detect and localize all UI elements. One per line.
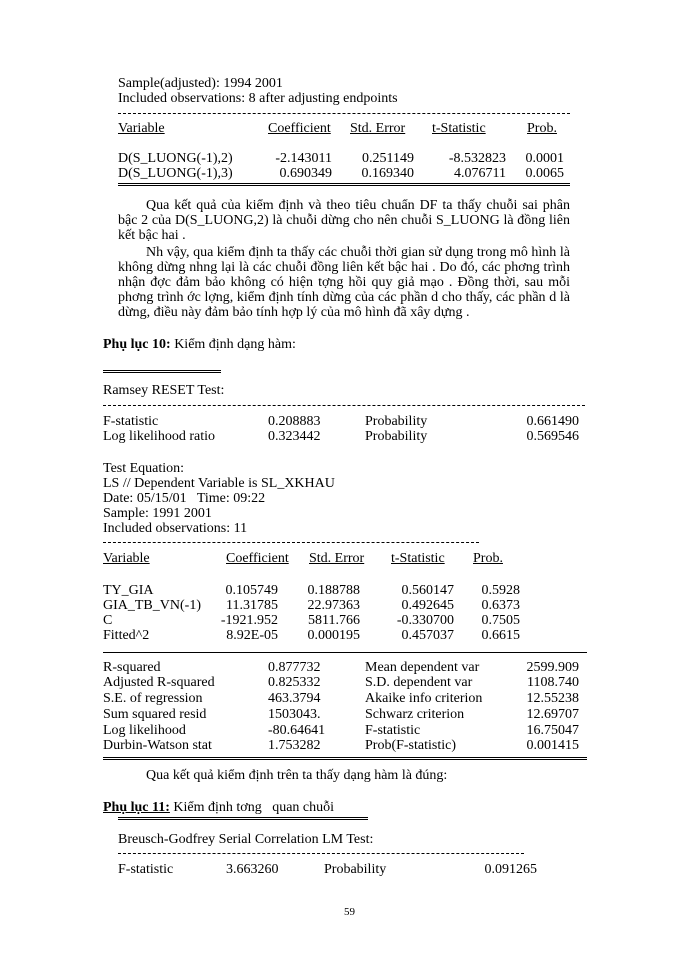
cell-coefficient: 11.31785	[226, 598, 278, 613]
stat-value: 12.69707	[526, 707, 579, 722]
sample-line: Sample(adjusted): 1994 2001	[118, 76, 283, 91]
appendix-11-label: Phụ lục 11:	[103, 800, 170, 815]
stat-value: 0.569546	[526, 429, 579, 444]
cell-std-error: 0.188788	[307, 583, 360, 598]
cell-std-error: 0.000195	[307, 628, 360, 643]
appendix-10-label: Phụ lục 10:	[103, 337, 171, 352]
stat-label: Durbin-Watson stat	[103, 738, 212, 753]
col-coefficient: Coefficient	[226, 551, 289, 566]
test-equation-line: Sample: 1991 2001	[103, 506, 212, 521]
stat-label: Sum squared resid	[103, 707, 207, 722]
double-divider	[103, 757, 587, 760]
cell-coefficient: -1921.952	[220, 613, 278, 628]
cell-prob: 0.0001	[525, 151, 564, 166]
divider	[118, 113, 570, 114]
stat-value: 2599.909	[526, 660, 579, 675]
stat-label: S.D. dependent var	[365, 675, 473, 690]
stat-label: Prob(F-statistic)	[365, 738, 456, 753]
appendix-10-title: Kiểm định dạng hàm:	[170, 337, 296, 352]
stat-value: 16.75047	[526, 723, 579, 738]
test-equation-line: Date: 05/15/01 Time: 09:22	[103, 491, 266, 506]
stat-value: 0.661490	[526, 414, 579, 429]
stat-label: F-statistic	[103, 414, 159, 429]
cell-t-statistic: 0.457037	[401, 628, 454, 643]
cell-t-statistic: -8.532823	[448, 151, 506, 166]
cell-prob: 0.7505	[481, 613, 520, 628]
stat-value: -80.64641	[268, 723, 326, 738]
col-prob: Prob.	[527, 121, 557, 136]
col-variable: Variable	[118, 121, 165, 136]
observations-line: Included observations: 8 after adjusting endpoints	[118, 91, 398, 106]
col-t-statistic: t-Statistic	[391, 551, 445, 566]
paragraph-summary: Nh vậy, qua kiểm định ta thấy các chuỗi thời gian sử dụng trong mô hình là không dừng nhng lại là các chuỗi đồng liên kết bậc hai . Do đó, các phơng trình nhận đợc đảm bảo không có hiện tợng hồi quy giả mạo . Đồng thời, sau mỗi phơng trình ớc lợng, kiểm định tính dừng của các phần d cho thấy, các phần d là dừng, điều này đảm bảo tính hợp lý của mô hình đã xây dựng .	[118, 245, 570, 320]
cell-t-statistic: 0.492645	[401, 598, 454, 613]
stat-label: Log likelihood ratio	[103, 429, 215, 444]
divider	[118, 853, 524, 854]
stat-label: Mean dependent var	[365, 660, 480, 675]
stat-label: Akaike info criterion	[365, 691, 483, 706]
cell-variable: C	[103, 613, 113, 628]
cell-t-statistic: 0.560147	[401, 583, 454, 598]
appendix-10-heading	[103, 337, 296, 352]
double-divider	[103, 370, 221, 373]
stat-value: 0.001415	[526, 738, 579, 753]
divider	[103, 405, 585, 406]
test-equation-line: Included observations: 11	[103, 521, 248, 536]
cell-std-error: 5811.766	[308, 613, 360, 628]
col-t-statistic: t-Statistic	[432, 121, 486, 136]
stat-label: R-squared	[103, 660, 161, 675]
cell-prob: 0.6615	[481, 628, 520, 643]
stat-value: 463.3794	[268, 691, 321, 706]
stat-label: S.E. of regression	[103, 691, 203, 706]
double-divider	[118, 183, 570, 186]
divider	[103, 542, 479, 543]
stat-label: Schwarz criterion	[365, 707, 465, 722]
stat-value: 0.825332	[268, 675, 321, 690]
col-std-error: Std. Error	[309, 551, 365, 566]
cell-variable: Fitted^2	[103, 628, 150, 643]
cell-variable: GIA_TB_VN(-1)	[103, 598, 201, 613]
cell-variable: D(S_LUONG(-1),3)	[118, 166, 233, 181]
cell-variable: D(S_LUONG(-1),2)	[118, 151, 233, 166]
col-variable: Variable	[103, 551, 150, 566]
cell-variable: TY_GIA	[103, 583, 154, 598]
bg-test-title: Breusch-Godfrey Serial Correlation LM Test:	[118, 832, 374, 847]
cell-std-error: 22.97363	[307, 598, 360, 613]
stat-value: 1.753282	[268, 738, 321, 753]
stat-label: F-statistic	[118, 862, 174, 877]
stat-value: 12.55238	[526, 691, 579, 706]
stat-label: F-statistic	[365, 723, 421, 738]
appendix-11-title: Kiểm định tơng quan chuỗi	[169, 800, 335, 815]
stat-value: 0.877732	[268, 660, 321, 675]
test-equation-line: Test Equation:	[103, 461, 185, 476]
cell-coefficient: 0.105749	[225, 583, 278, 598]
cell-prob: 0.5928	[481, 583, 520, 598]
cell-prob: 0.6373	[481, 598, 520, 613]
cell-coefficient: 8.92E-05	[226, 628, 278, 643]
stat-value: 0.323442	[268, 429, 321, 444]
stat-label: Adjusted R-squared	[103, 675, 215, 690]
divider	[103, 652, 587, 653]
appendix-11-heading	[103, 800, 334, 815]
stat-value: 1503043.	[268, 707, 321, 722]
paragraph-conclusion-df: Qua kết quả của kiểm định và theo tiêu chuẩn DF ta thấy chuỗi sai phân bậc 2 của D(S_LUONG,2) là chuỗi dừng cho nên chuỗi S_LUONG là đồng liên kết bậc hai .	[118, 198, 570, 243]
cell-t-statistic: 4.076711	[454, 166, 506, 181]
test-equation-line: LS // Dependent Variable is SL_XKHAU	[103, 476, 335, 491]
cell-coefficient: 0.690349	[279, 166, 332, 181]
stat-label: Probability	[365, 414, 428, 429]
stat-label: Log likelihood	[103, 723, 186, 738]
stat-value: 0.091265	[484, 862, 537, 877]
stat-label: Probability	[365, 429, 428, 444]
cell-std-error: 0.169340	[361, 166, 414, 181]
stat-value: 1108.740	[527, 675, 579, 690]
stat-value: 3.663260	[226, 862, 279, 877]
cell-std-error: 0.251149	[362, 151, 414, 166]
double-divider	[118, 817, 368, 820]
cell-prob: 0.0065	[525, 166, 564, 181]
stat-label: Probability	[324, 862, 387, 877]
paragraph-form-result: Qua kết quả kiểm định trên ta thấy dạng hàm là đúng:	[146, 768, 448, 783]
page-number: 59	[344, 906, 355, 918]
cell-t-statistic: -0.330700	[396, 613, 454, 628]
col-coefficient: Coefficient	[268, 121, 331, 136]
col-prob: Prob.	[473, 551, 503, 566]
ramsey-title: Ramsey RESET Test:	[103, 383, 225, 398]
stat-value: 0.208883	[268, 414, 321, 429]
cell-coefficient: -2.143011	[275, 151, 332, 166]
col-std-error: Std. Error	[350, 121, 406, 136]
